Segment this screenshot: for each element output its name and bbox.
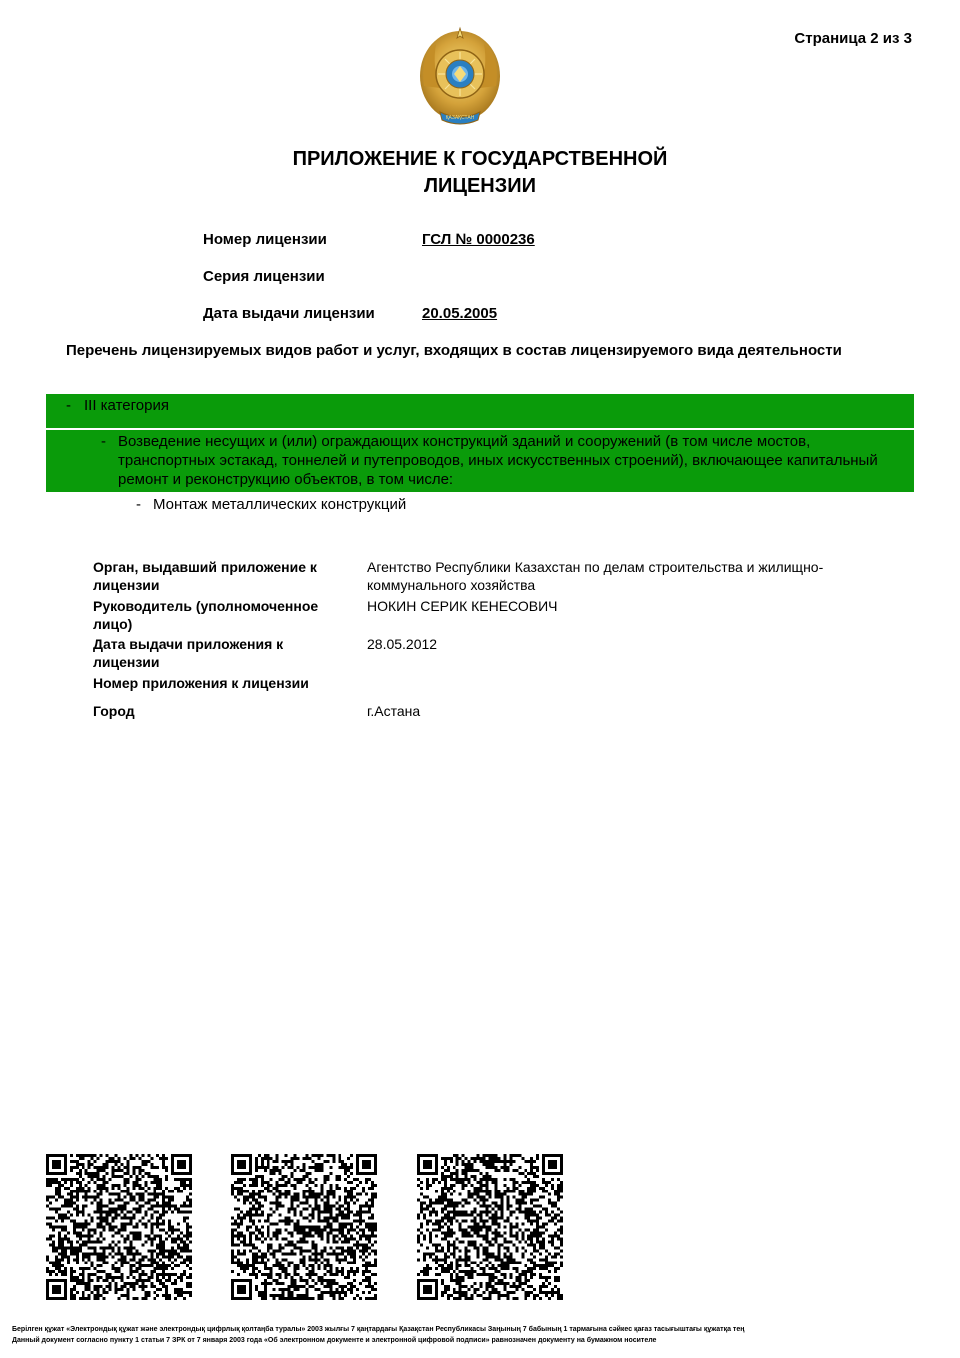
issuing-authority-label: Орган, выдавший приложение к лицензии [93, 559, 317, 593]
category-text: III категория [84, 397, 169, 414]
work-item-text: Монтаж металлических конструкций [153, 496, 407, 513]
qr-code-icon [46, 1154, 192, 1300]
subcategory-item [101, 432, 907, 489]
license-date-value: 20.05.2005 [422, 305, 498, 322]
license-number-value: ГСЛ № 0000236 [422, 231, 535, 248]
qr-code-icon [231, 1154, 377, 1300]
license-series-label: Серия лицензии [203, 268, 325, 285]
head-value: НОКИН СЕРИК КЕНЕСОВИЧ [367, 598, 558, 614]
city-label: Город [93, 703, 135, 719]
document-title-line-2: ЛИЦЕНЗИИ [423, 175, 537, 197]
page-number: Страница 2 из 3 [794, 30, 912, 47]
subcategory-text: Возведение несущих и (или) ограждающих конструкций зданий и сооружений (в том числе мостов, транспортных эстакад, тоннелей и путепроводов, иных искусственных строений), включающее капитальный ремонт и реконструкцию объектов, в том числе: [118, 433, 878, 488]
list-dash: - [66, 397, 71, 414]
document-title-line-1: ПРИЛОЖЕНИЕ К ГОСУДАРСТВЕННОЙ [292, 148, 668, 170]
head-label: Руководитель (уполномоченное лицо) [93, 598, 319, 632]
footer-note-kazakh: Берілген құжат «Электрондық құжат және электрондық цифрлық қолтаңба туралы» 2003 жылғы 7 қаңтардағы Қазақстан Республикасы Заңының 7 бабының 1 тармағына сәйкес қағаз тасығыштағы құжатқа тең [12, 1326, 745, 1333]
annex-date-value: 28.05.2012 [367, 636, 438, 652]
work-item [136, 495, 836, 514]
svg-text:ҚАЗАҚСТАН: ҚАЗАҚСТАН [445, 115, 475, 121]
works-list-heading: Перечень лицензируемых видов работ и услуг, входящих в состав лицензируемого вида деятельности [66, 342, 842, 359]
footer-note-russian: Данный документ согласно пункту 1 статьи 7 ЗРК от 7 января 2003 года «Об электронном документе и электронной цифровой подписи» равнозначен документу на бумажном носителе [12, 1337, 657, 1344]
document-title [0, 146, 960, 200]
qr-code-icon [417, 1154, 563, 1300]
city-value: г.Астана [367, 703, 421, 719]
state-emblem-icon [418, 26, 502, 132]
license-number-label: Номер лицензии [203, 231, 327, 248]
list-dash: - [101, 433, 106, 450]
category-item [66, 396, 906, 415]
list-dash: - [136, 496, 141, 513]
annex-number-label: Номер приложения к лицензии [93, 675, 309, 691]
license-date-label: Дата выдачи лицензии [203, 305, 375, 322]
issuing-authority-value: Агентство Республики Казахстан по делам строительства и жилищно-коммунального хозяйства [367, 559, 824, 593]
annex-date-label: Дата выдачи приложения к лицензии [93, 636, 284, 670]
